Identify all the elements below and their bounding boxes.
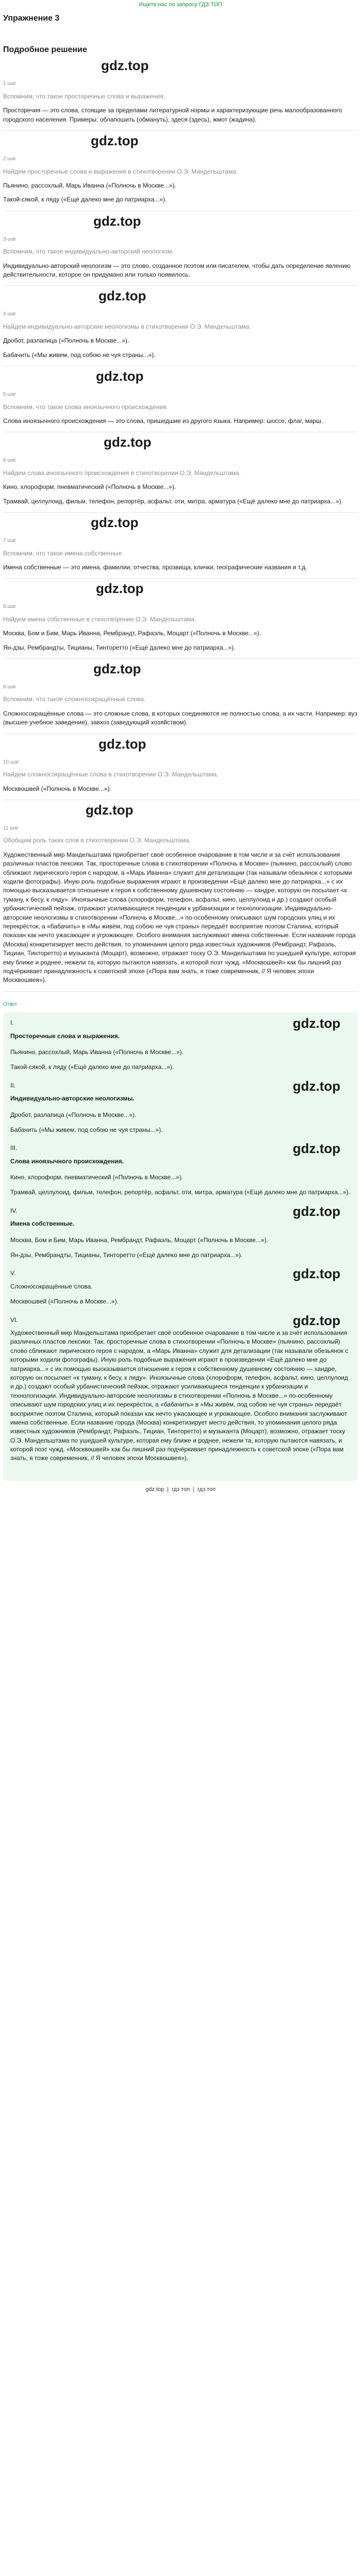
step-paragraph: Дробот, разлапица («Полночь в Москве...»).	[3, 337, 129, 345]
footer	[3, 1486, 358, 1497]
answer-paragraph: Москвошвей («Полночь в Москве...»).	[10, 1298, 119, 1306]
watermark-text: gdz.top	[292, 1266, 340, 1282]
solution-step	[3, 80, 358, 131]
answer-paragraph: Пьянино, рассохлый, Марь Иванна («Полночь в Москве...»).	[10, 1048, 184, 1056]
answer-section	[10, 1078, 351, 1135]
watermark-text: gdz.top	[104, 434, 152, 450]
step-body	[3, 563, 358, 572]
step-label: 8 шаг	[3, 604, 17, 610]
step-hint: Вспомним, что такое имена собственные.	[3, 549, 124, 557]
step-body	[3, 785, 358, 793]
answer-section-number: II.	[10, 1081, 16, 1089]
solution-step	[3, 391, 358, 432]
answer-paragraph: Трамвай, целлулоид, фильм, телефон, репортёр, асфальт, оти, митра, арматура («Ещё далеко мне до патриарха...»).	[10, 1189, 350, 1196]
step-paragraph: Бабачить («Мы живем, под собою не чуя страны...»).	[3, 351, 156, 359]
step-hint: Найдем индивидуально-авторские неологизмы в стихотворении О.Э. Мандельштама.	[3, 323, 251, 330]
watermark-row	[3, 366, 358, 387]
watermark-text: gdz.top	[292, 1203, 340, 1219]
answer-section-number: III.	[10, 1144, 18, 1152]
answer-section-number: VI.	[10, 1316, 18, 1324]
watermark-text: gdz.top	[91, 515, 139, 531]
watermark-text: gdz.top	[96, 581, 144, 597]
step-paragraph: Кино, хлороформ, пневматический («Полночь в Москве...»).	[3, 483, 176, 491]
answer-section-heading: Слова иноязычного происхождения.	[10, 1157, 124, 1165]
answer-section-heading: Имена собственные.	[10, 1220, 74, 1228]
watermark-text: gdz.top	[292, 1141, 340, 1157]
footer-link[interactable]: гдз.топ	[197, 1486, 216, 1493]
solution-steps	[3, 56, 358, 991]
step-body	[3, 181, 358, 205]
solution-step	[3, 759, 358, 800]
answer-paragraph: Москва, Бом и Бим, Марь Иванна, Рембрандт, Рафаэль, Моцарт («Полночь в Москве...»).	[10, 1236, 268, 1244]
step-paragraph: Просторечия — это слова, стоящие за пределами литературной нормы и характеризующие речь малообразованного городского населения. Примеры: облапошить (обмануть), здеся (здесь), жмот (жадина).	[3, 107, 342, 123]
step-paragraph: Такой-сякой, к ляду («Ещё далеко мне до патриарха...»).	[3, 196, 167, 204]
step-hint: Найдем просторечные слова и выражения в стихотворении О.Э. Мандельштама.	[3, 167, 238, 175]
watermark-row	[3, 579, 358, 599]
watermark-text: gdz.top	[292, 1015, 340, 1031]
step-paragraph: Москва, Бом и Бим, Марь Иванна, Рембрандт, Рафаэль, Моцарт («Полночь в Москве...»).	[3, 630, 261, 637]
watermark-text: gdz.top	[292, 1078, 340, 1094]
step-hint: Найдем сложносокращённые слова в стихотворении О.Э. Мандельштама.	[3, 771, 219, 778]
step-label: 10 шаг	[3, 759, 20, 765]
answer-paragraph: Бабачить («Мы живем, под собою не чуя страны...»).	[10, 1126, 163, 1133]
solution-step	[3, 603, 358, 659]
watermark-text: gdz.top	[86, 802, 134, 818]
watermark-text: gdz.top	[99, 288, 146, 304]
answer-section-number: IV.	[10, 1207, 18, 1214]
step-body	[3, 417, 358, 426]
footer-link[interactable]: гдз топ	[172, 1486, 190, 1493]
step-hint: Вспомним, что такое сложносокращённые слова.	[3, 696, 146, 703]
step-paragraph: Сложносокращённые слова — это сложные слова, в которых соединяются не полностью слова, а их части. Например: вуз (высшее учебное заведение), завхоз (заведующий хозяйством).	[3, 709, 357, 726]
step-body	[3, 851, 358, 985]
answer-paragraph: Ян-дзы, Рембрандты, Тицианы, Тинторетто («Ещё далеко мне до патриарха...»).	[10, 1251, 243, 1259]
step-hint: Вспомним, что такое индивидуально-авторский неологизм.	[3, 248, 174, 256]
step-paragraph: Художественный мир Мандельштама приобретает своё особенное очарование в том числе и за счёт использования различных пластов лексики. Так, просторечные слова в стихотворении «Полночь в Москве» (пьянино, рассохлый) слово сближают лирического героя с народом, а «Марь Иванна» служит для детализации (так называли обезьянок с которыми ходили фотографы). Иную роль подобные выражения играют в произведении «Ещё далеко мне до патриарха...» с их помощью высказывается отношение к героя к собственному душевному состоянию — хандре, которую он посылает «к туману, к бесу, к ляду». Иноязычные слова (хлороформ, телефон, асфальт, кино, целлулоид и др.) создают особый урбанистический пейзаж, отражают усиливающиеся тенденции к урбанизации и технологизации. Индивидуально-авторские неологизмы в стихотворении «Полночь в Москве...» по-особенному описывают шум городских улиц и их перекрёсток, а «бабачить» в «Мы живём, под собою не чуя страны» передаёт восприятие поэтом Сталина, который показан как нечто ужасающее и угрожающее. Особого внимания заслуживают имена собственные. Если название города (Москва) конкретизирует место действия, то упоминания целого ряда известных художников (Рембрандт, Рафаэль, Тициан, Тинторетто) и музыканта (Моцарт), возможно, отражает тоску О.Э. Мандельштама по ушедшей культуре, которая ему ближе и роднее, нежели та, которую пытаются навязать, и которой поэт чужд. «Москвошвей» как бы лишний раз подчёркивает принадлежность к советской эпохе («Пора вам знать, я тоже современник, // Я человек эпохи Москвошвея»).	[3, 851, 356, 984]
step-label: 2 шаг	[3, 156, 17, 162]
step-label: 9 шаг	[3, 684, 17, 690]
step-body	[3, 483, 358, 506]
watermark-text: gdz.top	[93, 213, 141, 229]
step-paragraph: Слова иноязычного происхождения — это слова, пришедшие из другого языка. Например: шоссе, флаг, марш.	[3, 417, 323, 425]
step-label: 1 шаг	[3, 81, 17, 87]
step-label: 5 шаг	[3, 392, 17, 398]
step-body	[3, 629, 358, 652]
page-title: Упражнение 3	[3, 14, 60, 23]
answer-section	[10, 1141, 351, 1197]
answer-section	[10, 1203, 351, 1260]
step-paragraph: Трамвай, целлулоид, фильм, телефон, репортёр, асфальт, оти, митра, арматура («Ещё далеко мне до патриарха...»).	[3, 497, 343, 505]
footer-separator: |	[167, 1486, 169, 1493]
answer-paragraph: Художественный мир Мандельштама приобретает своё особенное очарование в том числе и за счёт использования различных пластов лексики. Так, просторечные слова в стихотворении «Полночь в Москве» (пьянино, рассохлый) слово сближают лирического героя с народом, а «Марь Иванна» служит для детализации (так называли обезьянок с которыми ходили фотографы). Иную роль подобные выражения играют в произведении «Ещё далеко мне до патриарха...» с их помощью высказывается отношение к героя к собственному душевному состоянию — хандре, которую он посылает «к туману, к бесу, к ляду». Иноязычные слова (хлороформ, телефон, асфальт, кино, целлулоид и др.) создают особый урбанистический пейзаж, отражают усиливающиеся тенденции к урбанизации и технологизации. Индивидуально-авторские неологизмы в стихотворении «Полночь в Москве...» по-особенному описывают шум городских улиц и их перекрёсток, а «бабачить» в «Мы живём, под собою не чуя страны» передаёт восприятие поэтом Сталина, который показан как нечто ужасающее и угрожающее. Особого внимания заслуживают имена собственные. Если название города (Москва) конкретизирует место действия, то упоминания целого ряда известных художников (Рембрандт, Рафаэль, Тициан, Тинторетто) и музыканта (Моцарт), возможно, отражает тоску О.Э. Мандельштама по ушедшей культуре, которая ему ближе и роднее, нежели та, которую пытаются навязать, и которой поэт чужд. «Москвошвей» как бы лишний раз подчёркивает принадлежность к советской эпохе («Пора вам знать, я тоже современник, // Я человек эпохи Москвошвея»).	[10, 1329, 349, 1462]
footer-separator: |	[193, 1486, 194, 1493]
top-promo-link[interactable]: Ищите нас по запросу ГДЗ ТОП	[139, 2, 222, 8]
answer-paragraph: Дробот, разлапица («Полночь в Москве...»).	[10, 1111, 137, 1118]
watermark-row	[3, 513, 358, 533]
solution-step	[3, 236, 358, 286]
watermark-text: gdz.top	[101, 58, 149, 74]
watermark-text: gdz.top	[99, 736, 146, 752]
watermark-row	[3, 286, 358, 307]
step-hint: Найдем слова иноязычного происхождения в стихотворении О.Э. Мандельштама.	[3, 469, 241, 477]
answer-box	[3, 1012, 358, 1481]
step-body	[3, 336, 358, 360]
answer-label: Ответ	[3, 1001, 18, 1007]
watermark-row	[3, 659, 358, 680]
solution-step	[3, 457, 358, 513]
watermark-text: gdz.top	[93, 660, 141, 676]
step-label: 11 шаг	[3, 825, 19, 831]
solution-step	[3, 156, 358, 211]
solution-title: Подробное решение	[3, 45, 87, 55]
step-paragraph: Индивидуально-авторский неологизм — это слово, созданное поэтом или писателем, чтобы дать определение явлению действительности, которое он придумано или только появилось.	[3, 262, 351, 278]
answer-section-heading: Индивидуально-авторские неологизмы.	[10, 1095, 135, 1103]
step-body	[3, 709, 358, 727]
step-paragraph: Имена собственные — это имена, фамилии, отчества, прозвища, клички, географические названия и т.д.	[3, 563, 307, 571]
watermark-row	[3, 800, 358, 821]
step-paragraph: Москвошвей («Полночь в Москве...»).	[3, 785, 111, 792]
answer-section	[10, 1312, 351, 1463]
solution-step	[3, 825, 358, 992]
step-paragraph: Пьянино, рассохлый, Марь Иванна («Полночь в Москве...»).	[3, 181, 176, 189]
answer-section-number: V.	[10, 1269, 16, 1277]
step-body	[3, 106, 358, 124]
answer-section-heading: Просторечные слова и выражения.	[10, 1032, 120, 1040]
answer-paragraph: Кино, хлороформ, пневматический («Полночь в Москве...»).	[10, 1174, 184, 1181]
solution-step	[3, 537, 358, 579]
answer-paragraph: Такой-сякой, к ляду («Ещё далеко мне до патриарха...»).	[10, 1063, 174, 1071]
watermark-text: gdz.top	[96, 368, 144, 384]
watermark-row	[3, 131, 358, 151]
page	[3, 0, 358, 1497]
divider	[3, 991, 358, 992]
step-paragraph: Ян-дзы, Рембрандты, Тицианы, Тинторетто («Ещё далеко мне до патриарха...»).	[3, 643, 236, 651]
step-label: 6 шаг	[3, 457, 17, 464]
step-hint: Вспомним, что такое просторечные слова и выражения.	[3, 92, 166, 100]
answer-section	[10, 1266, 351, 1306]
footer-link[interactable]: gdz.top	[145, 1486, 165, 1493]
watermark-row	[3, 432, 358, 453]
answer-section	[10, 1015, 351, 1072]
step-hint: Обобщим роль таких слов в стихотворении О.Э. Мандельштама.	[3, 837, 191, 844]
answer-section-number: I.	[10, 1019, 14, 1027]
watermark-row	[3, 211, 358, 232]
watermark-text: gdz.top	[292, 1312, 340, 1328]
step-label: 7 шаг	[3, 538, 17, 544]
watermark-text: gdz.top	[91, 133, 139, 149]
solution-step	[3, 684, 358, 734]
solution-step	[3, 311, 358, 366]
step-hint: Найдем имена собственные в стихотворении О.Э. Мандельштама.	[3, 615, 196, 623]
watermark-row	[3, 734, 358, 755]
step-body	[3, 262, 358, 280]
step-label: 3 шаг	[3, 236, 17, 242]
watermark-row	[3, 56, 358, 76]
step-label: 4 шаг	[3, 311, 17, 317]
step-hint: Вспомним, что такое слова иноязычного происхождения.	[3, 403, 168, 411]
answer-paragraph: Сложносокращённые слова.	[10, 1282, 93, 1290]
